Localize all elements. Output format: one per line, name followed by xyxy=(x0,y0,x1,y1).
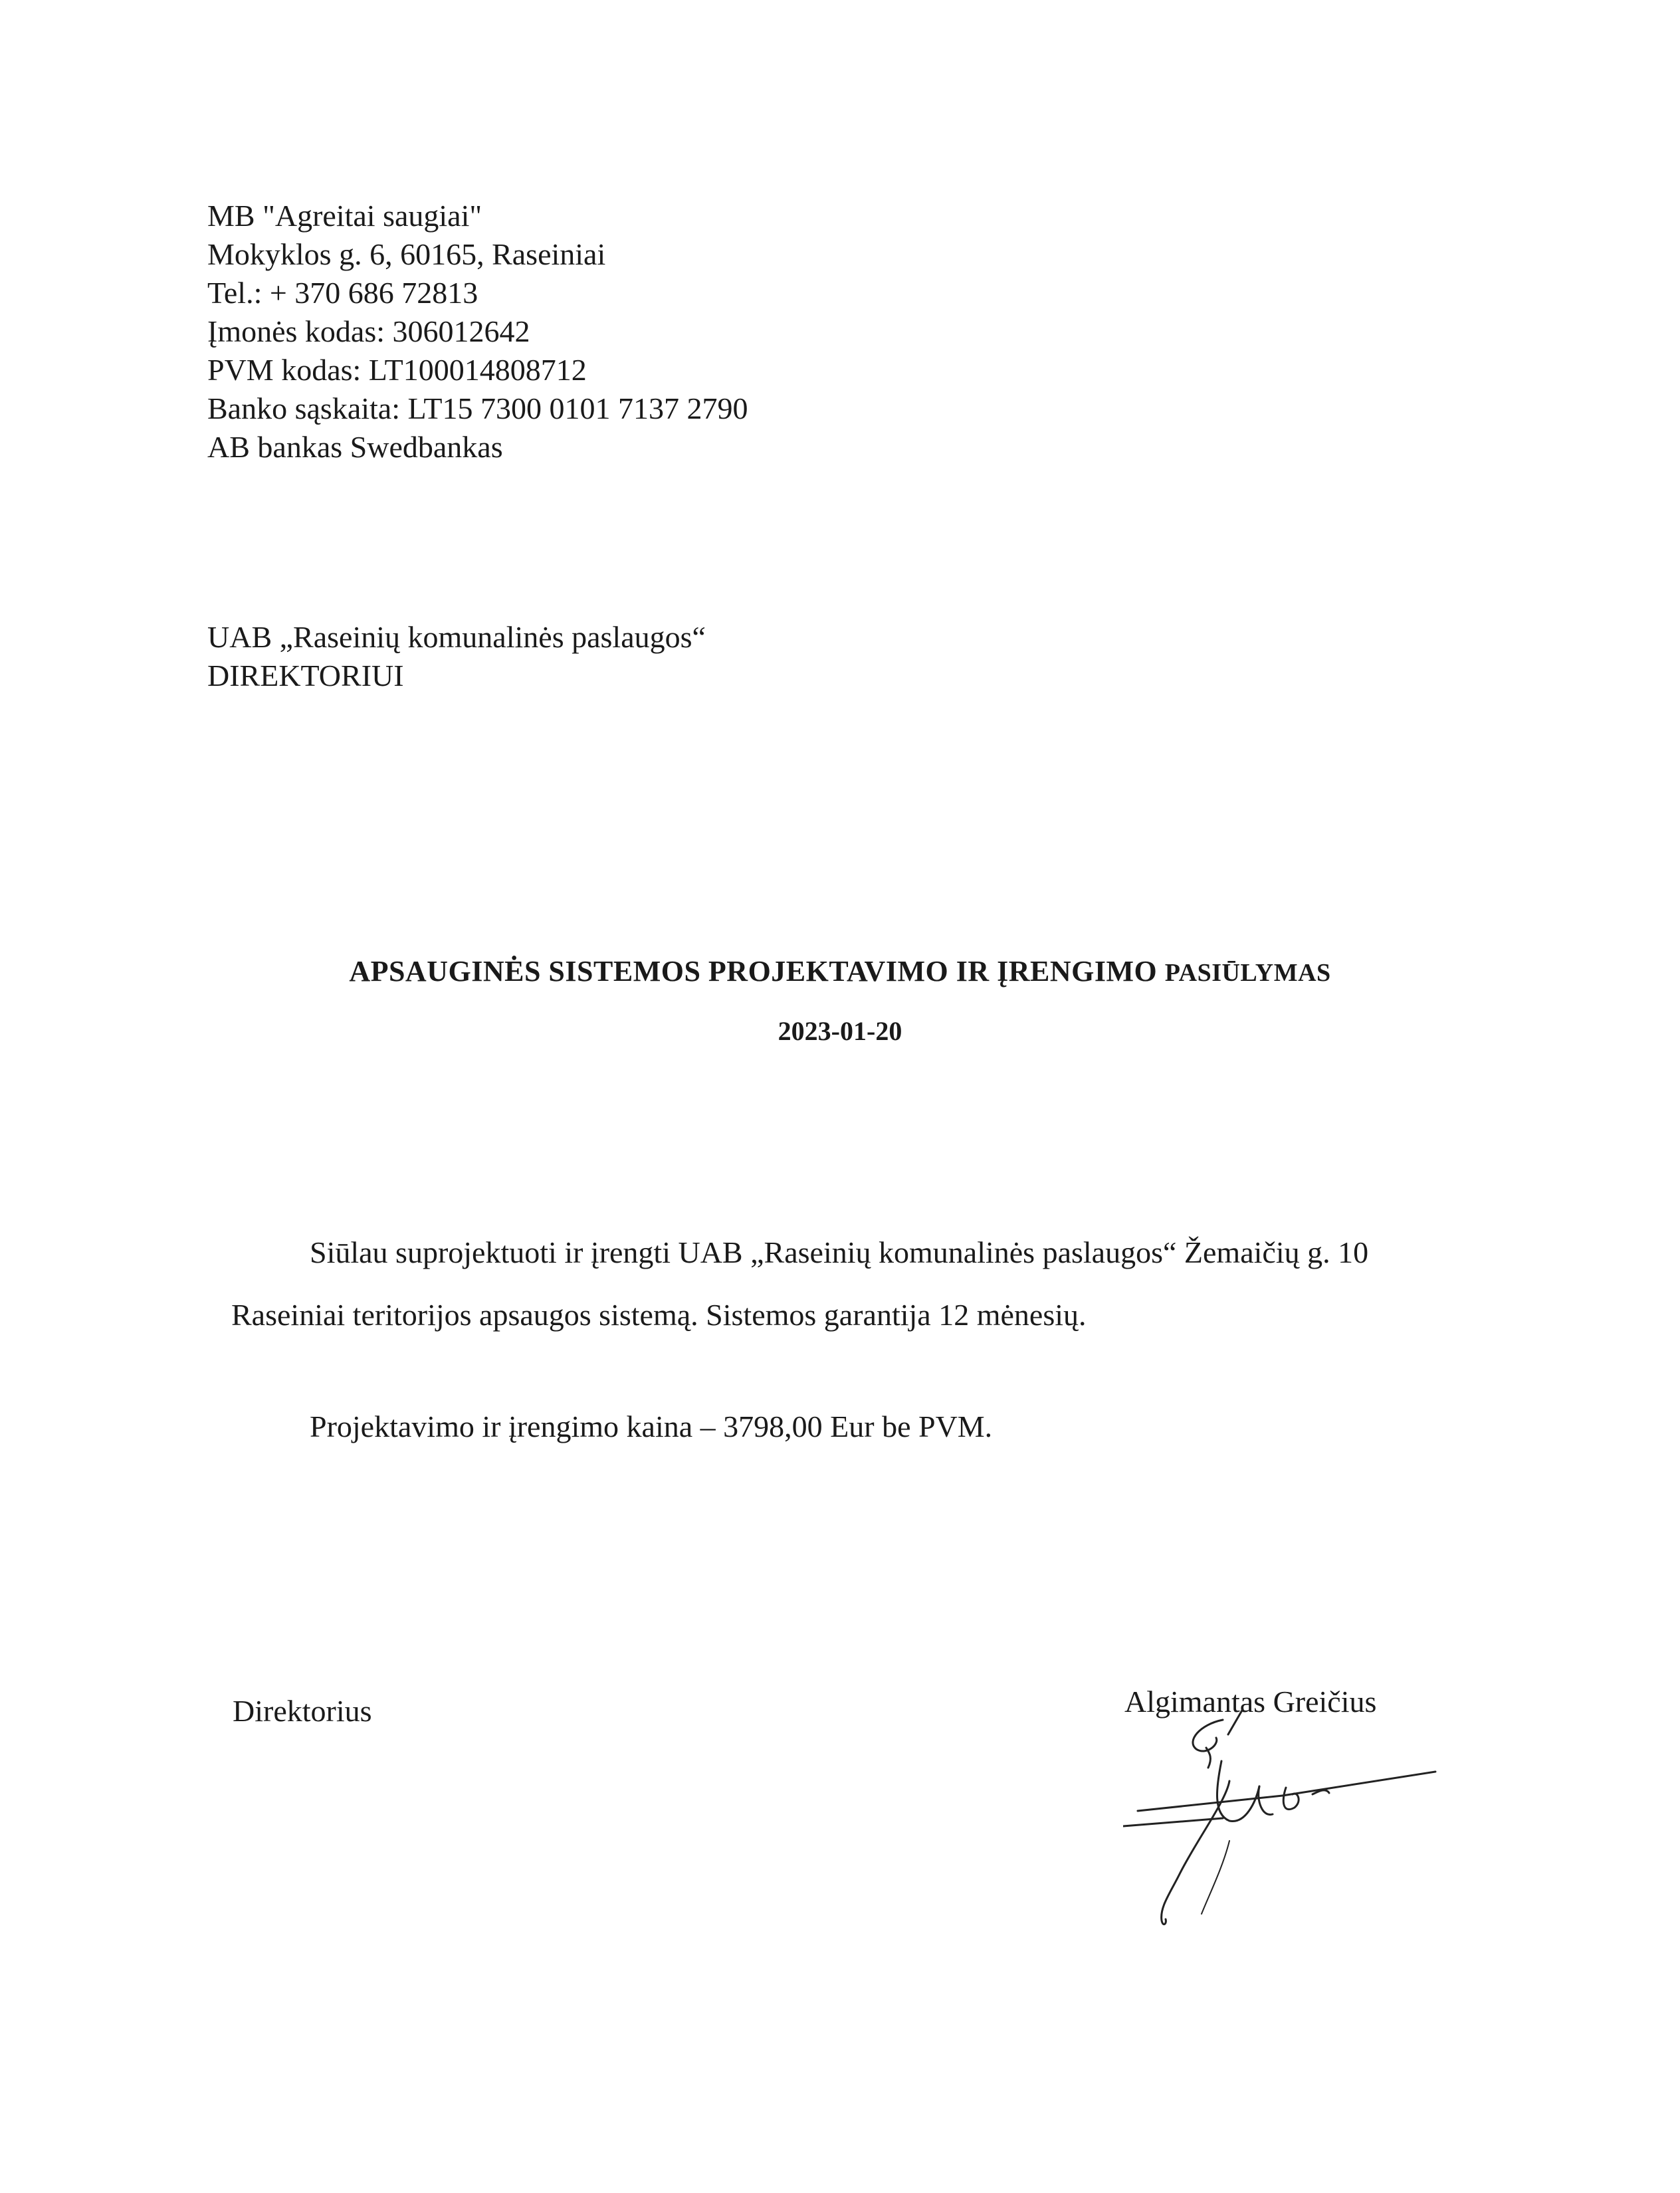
signatory-role: Direktorius xyxy=(233,1694,372,1728)
sender-block xyxy=(207,197,748,467)
sender-vat-code: PVM kodas: LT100014808712 xyxy=(207,353,587,387)
signatory-name: Algimantas Greičius xyxy=(1124,1685,1377,1719)
sender-phone: Tel.: + 370 686 72813 xyxy=(207,276,478,310)
sender-company: MB "Agreitai saugiai" xyxy=(207,199,482,233)
document-title-main: APSAUGINĖS SISTEMOS PROJEKTAVIMO IR ĮRENGIMO xyxy=(349,955,1158,988)
recipient-addressee: DIREKTORIUI xyxy=(207,659,404,692)
sender-address: Mokyklos g. 6, 60165, Raseiniai xyxy=(207,237,606,271)
document-title xyxy=(0,954,1680,988)
handwritten-signature xyxy=(1123,1708,1449,1947)
sender-bank-name: AB bankas Swedbankas xyxy=(207,430,503,464)
sender-company-code: Įmonės kodas: 306012642 xyxy=(207,314,530,348)
price-paragraph: Projektavimo ir įrengimo kaina – 3798,00 Eur be PVM. xyxy=(310,1410,993,1443)
document-title-tail: PASIŪLYMAS xyxy=(1164,959,1331,987)
recipient-company: UAB „Raseinių komunalinės paslaugos“ xyxy=(207,620,706,654)
document-date: 2023-01-20 xyxy=(778,1016,902,1046)
offer-paragraph-line-2: Raseiniai teritorijos apsaugos sistemą. Sistemos garantija 12 mėnesių. xyxy=(231,1298,1087,1332)
sender-bank-account: Banko sąskaita: LT15 7300 0101 7137 2790 xyxy=(207,391,748,425)
offer-paragraph-line-1: Siūlau suprojektuoti ir įrengti UAB „Raseinių komunalinės paslaugos“ Žemaičių g. 10 xyxy=(310,1235,1369,1269)
recipient-block xyxy=(207,618,706,695)
